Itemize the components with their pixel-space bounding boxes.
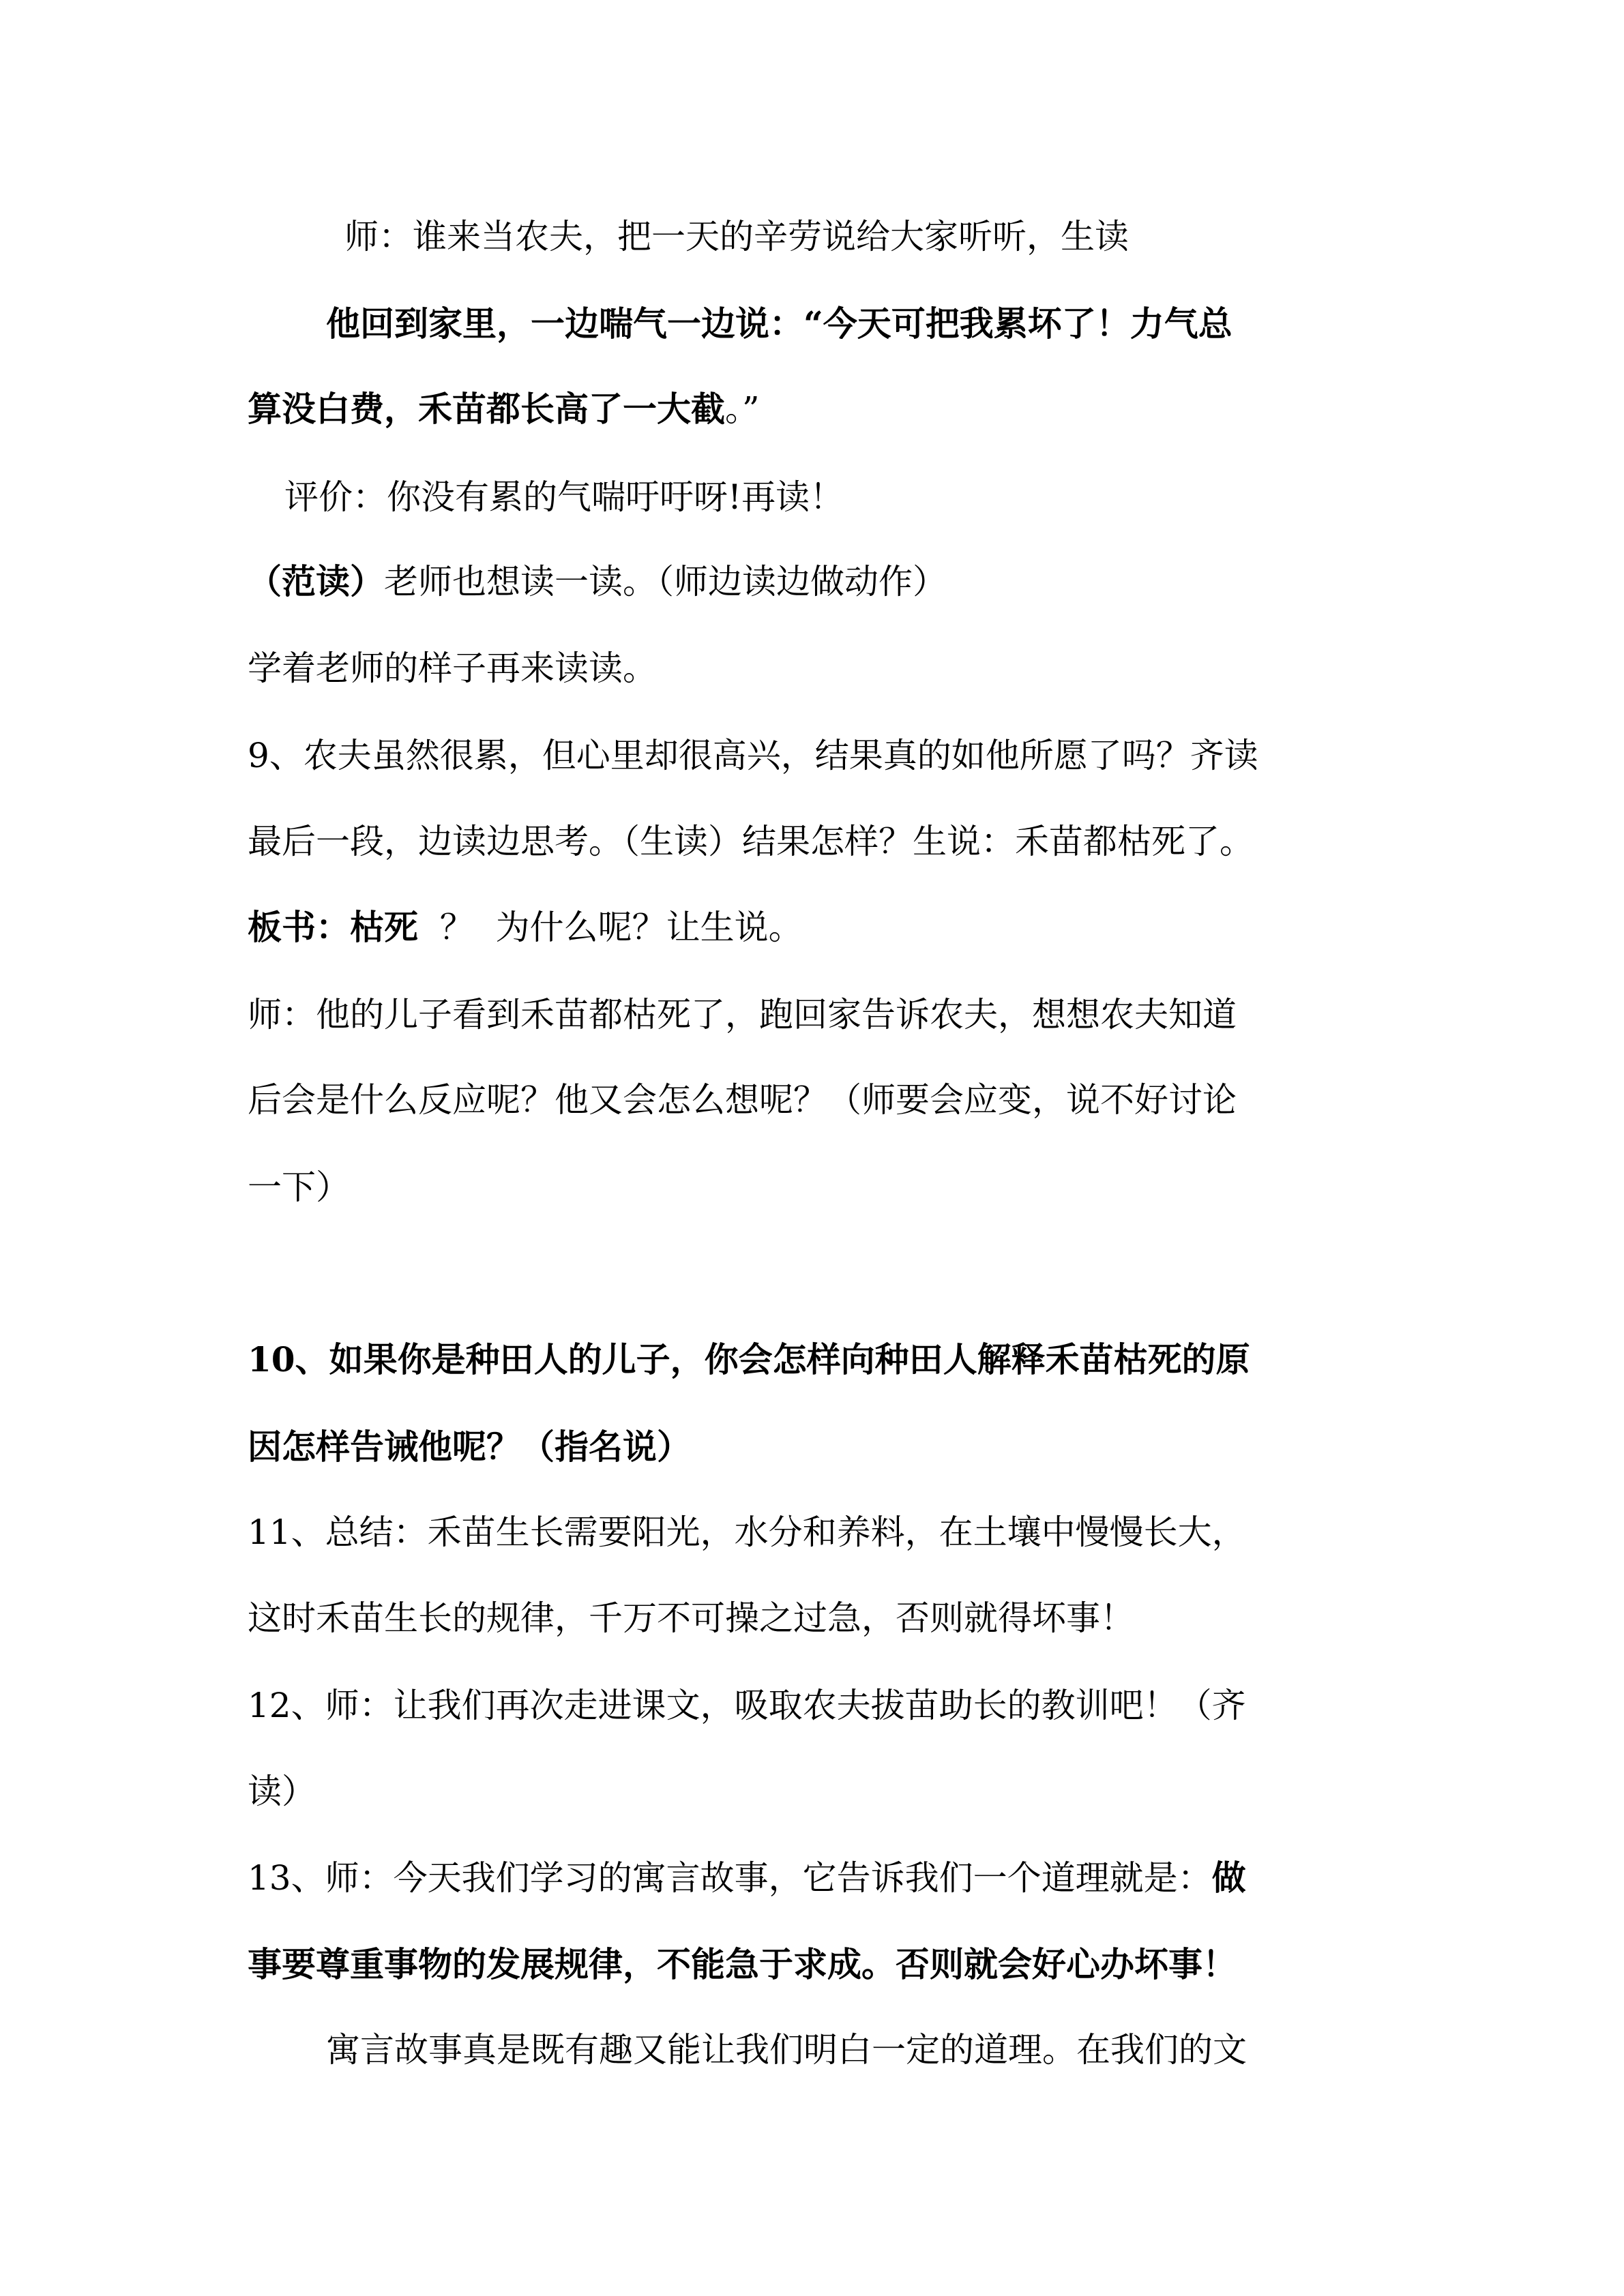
line-text: ？ 为什么呢？让生说。 [418, 908, 803, 947]
text-line [248, 1688, 1246, 1723]
line-text: 老师也想读一读。（师边读边做动作） [384, 562, 947, 601]
line-text: 11、总结：禾苗生长需要阳光，水分和养料，在土壤中慢慢长大， [248, 1512, 1246, 1552]
text-line-bold [326, 303, 1232, 344]
text-line-bold [248, 1944, 1237, 1984]
line-text: 因怎样告诫他呢？（指名说） [248, 1427, 691, 1467]
text-line [248, 995, 1237, 1034]
line-text-bold: 做 [1211, 1858, 1246, 1898]
line-text: 读） [248, 1772, 316, 1811]
text-line [248, 1512, 1246, 1552]
text-line [284, 477, 844, 517]
line-text-bold: 算没白费，禾苗都长高了一大截 [248, 389, 725, 429]
closing-quote: 。” [725, 389, 760, 429]
line-text: 寓言故事真是既有趣又能让我们明白一定的道理。在我们的文 [326, 2030, 1247, 2070]
text-line [248, 1167, 350, 1207]
line-text: 学着老师的样子再来读读。 [248, 648, 657, 688]
line-text: 师：谁来当农夫，把一天的辛劳说给大家听听，生读 [344, 217, 1129, 256]
line-text: 他回到家里，一边喘气一边说：“今天可把我累坏了！力气总 [326, 303, 1232, 344]
text-line [248, 1080, 1237, 1120]
label-model-reading: （范读） [248, 561, 384, 601]
text-line [248, 907, 803, 947]
line-text: 师：他的儿子看到禾苗都枯死了，跑回家告诉农夫，想想农夫知道 [248, 995, 1237, 1034]
line-text: 最后一段，边读边思考。（生读）结果怎样？生说：禾苗都枯死了。 [248, 822, 1254, 861]
text-line [248, 648, 657, 688]
text-line [248, 389, 760, 429]
text-line [248, 561, 947, 601]
text-line [248, 1598, 1134, 1638]
text-line [248, 736, 1258, 775]
text-line [344, 217, 1129, 256]
line-text: 9、农夫虽然很累，但心里却很高兴，结果真的如他所愿了吗？齐读 [248, 736, 1258, 775]
text-line-bold [248, 1339, 1250, 1380]
text-line [326, 2030, 1247, 2070]
line-text: 10、如果你是种田人的儿子，你会怎样向种田人解释禾苗枯死的原 [248, 1339, 1250, 1380]
line-text: 评价：你没有累的气喘吁吁呀!再读！ [284, 477, 844, 517]
text-line [248, 1858, 1246, 1898]
label-blackboard: 板书：枯死 [248, 907, 418, 947]
line-text: 一下） [248, 1167, 350, 1207]
text-line-bold [248, 1427, 691, 1467]
line-text: 13、师：今天我们学习的寓言故事，它告诉我们一个道理就是： [248, 1858, 1212, 1898]
line-text: 事要尊重事物的发展规律，不能急于求成。否则就会好心办坏事！ [248, 1944, 1237, 1984]
text-line [248, 824, 1254, 859]
line-text: 后会是什么反应呢？他又会怎么想呢？（师要会应变，说不好讨论 [248, 1080, 1237, 1120]
line-text: 12、师：让我们再次走进课文，吸取农夫拔苗助长的教训吧！（齐 [248, 1686, 1246, 1725]
line-text: 这时禾苗生长的规律，千万不可操之过急，否则就得坏事！ [248, 1598, 1134, 1638]
text-line [248, 1772, 316, 1811]
